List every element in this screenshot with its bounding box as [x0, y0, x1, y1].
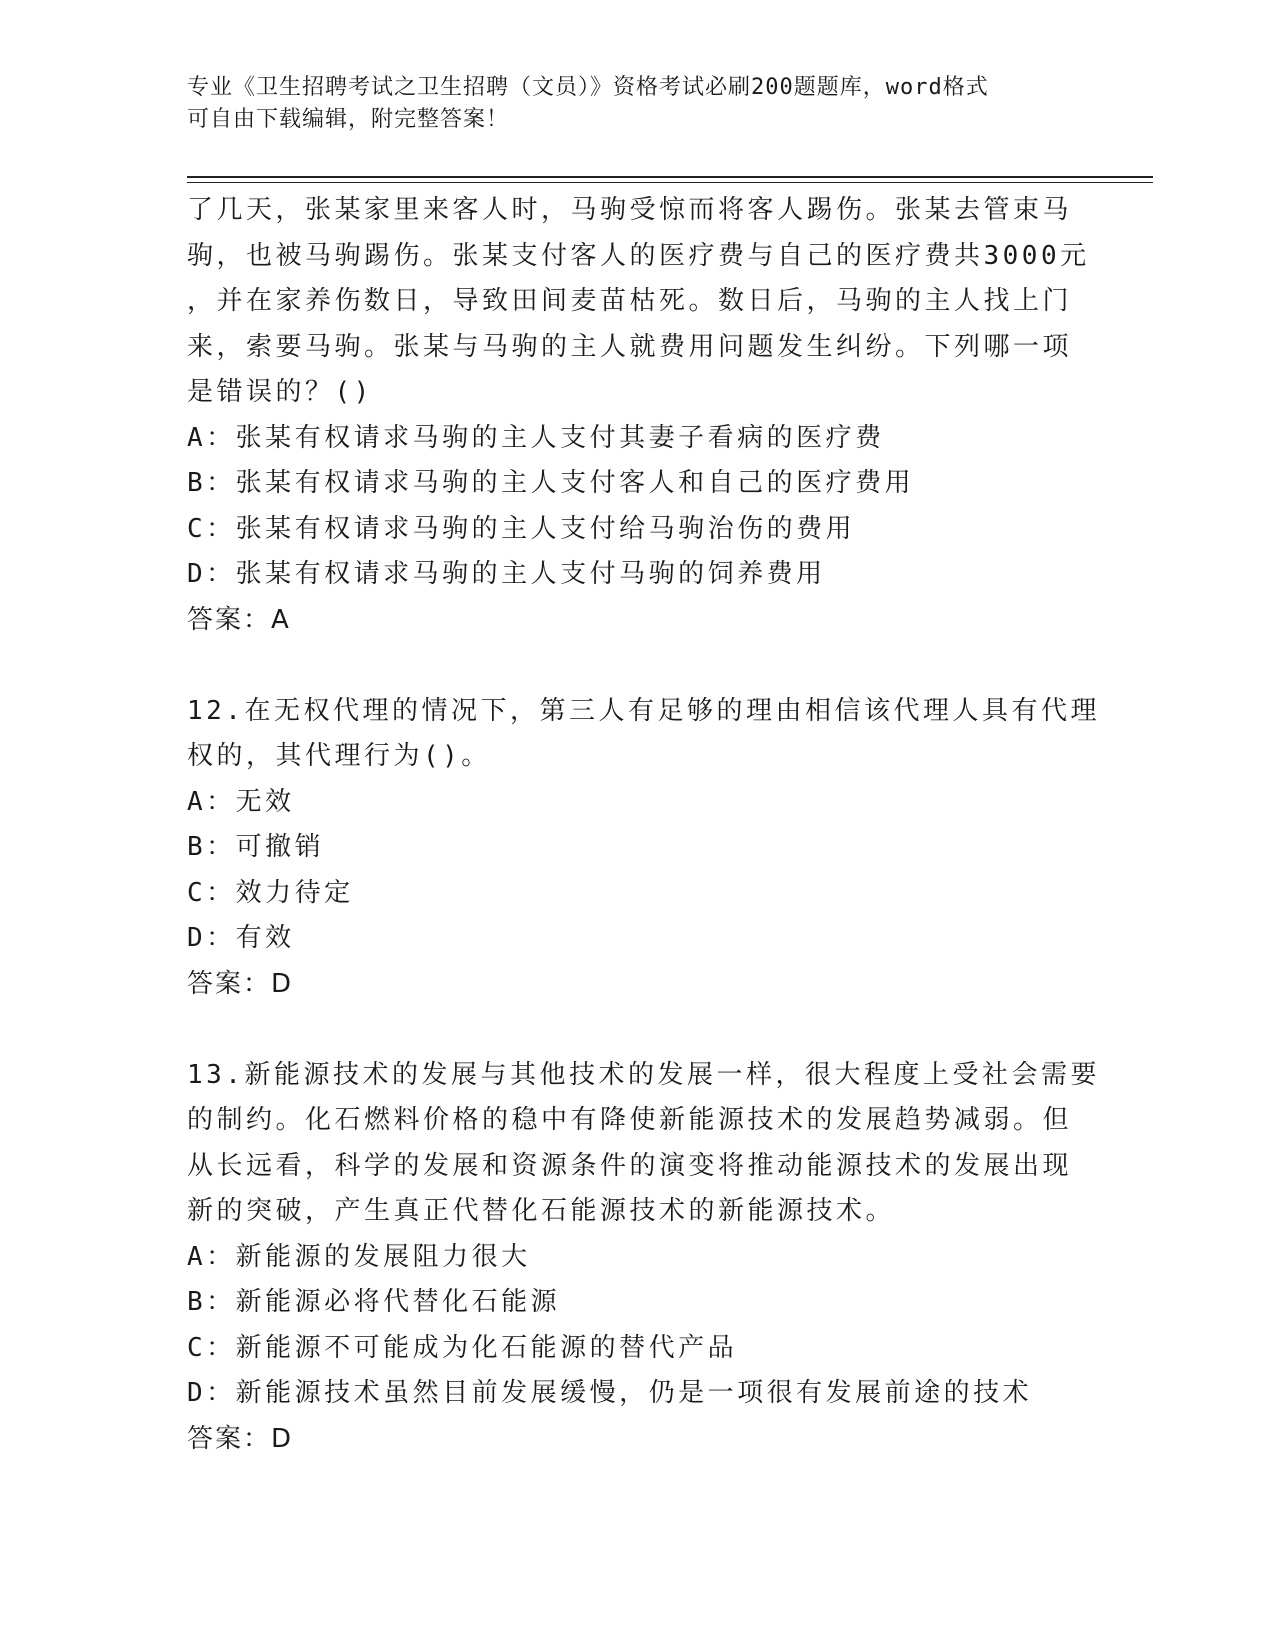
option-a: A：无效: [187, 786, 295, 817]
header-title-line-1: 专业《卫生招聘考试之卫生招聘（文员）》资格考试必刷200题题库，word格式: [187, 75, 989, 100]
option-c: C：效力待定: [187, 877, 354, 908]
question-11: [187, 188, 1090, 643]
option-b: B：张某有权请求马驹的主人支付客人和自己的医疗费用: [187, 468, 915, 498]
option-a: A：新能源的发展阻力很大: [187, 1241, 531, 1272]
document-body: [187, 188, 1100, 1462]
question-stem-line: 驹，也被马驹踢伤。张某支付客人的医疗费与自己的医疗费共3000元: [187, 240, 1090, 271]
option-c: C：张某有权请求马驹的主人支付给马驹治伤的费用: [187, 513, 856, 544]
question-stem-line: 13.新能源技术的发展与其他技术的发展一样，很大程度上受社会需要: [187, 1059, 1100, 1090]
question-stem-line: 是错误的？(): [187, 377, 373, 407]
option-c: C：新能源不可能成为化石能源的替代产品: [187, 1332, 738, 1363]
answer-line: 答案：D: [187, 1423, 294, 1454]
header-title-line-2: 可自由下载编辑，附完整答案！: [187, 107, 510, 132]
question-stem-line: 12.在无权代理的情况下，第三人有足够的理由相信该代理人具有代理: [187, 695, 1100, 726]
question-stem-line: 权的，其代理行为()。: [187, 741, 491, 771]
question-stem-line: 了几天，张某家里来客人时，马驹受惊而将客人踢伤。张某去管束马: [187, 195, 1073, 225]
answer-line: 答案：D: [187, 968, 294, 999]
option-d: D：张某有权请求马驹的主人支付马驹的饲养费用: [187, 559, 826, 589]
header-divider-thin: [187, 182, 1153, 183]
question-stem-line: 来，索要马驹。张某与马驹的主人就费用问题发生纠纷。下列哪一项: [187, 331, 1073, 362]
option-b: B：可撤销: [187, 832, 325, 862]
option-b: B：新能源必将代替化石能源: [187, 1287, 561, 1317]
question-stem-line: ，并在家养伤数日，导致田间麦苗枯死。数日后，马驹的主人找上门: [187, 286, 1073, 316]
header-divider-thick: [187, 176, 1153, 178]
option-d: D：新能源技术虽然目前发展缓慢，仍是一项很有发展前途的技术: [187, 1378, 1033, 1408]
question-stem-line: 从长远看，科学的发展和资源条件的演变将推动能源技术的发展出现: [187, 1150, 1073, 1181]
question-13: [187, 1053, 1100, 1463]
question-stem-line: 新的突破，产生真正代替化石能源技术的新能源技术。: [187, 1196, 896, 1226]
document-header: [187, 72, 1067, 136]
question-stem-line: 的制约。化石燃料价格的稳中有降使新能源技术的发展趋势减弱。但: [187, 1105, 1073, 1135]
question-12: [187, 689, 1100, 1008]
answer-line: 答案：A: [187, 604, 291, 635]
option-d: D：有效: [187, 923, 295, 953]
option-a: A：张某有权请求马驹的主人支付其妻子看病的医疗费: [187, 422, 885, 453]
spacer: [187, 1007, 1087, 1053]
spacer: [187, 643, 1087, 689]
